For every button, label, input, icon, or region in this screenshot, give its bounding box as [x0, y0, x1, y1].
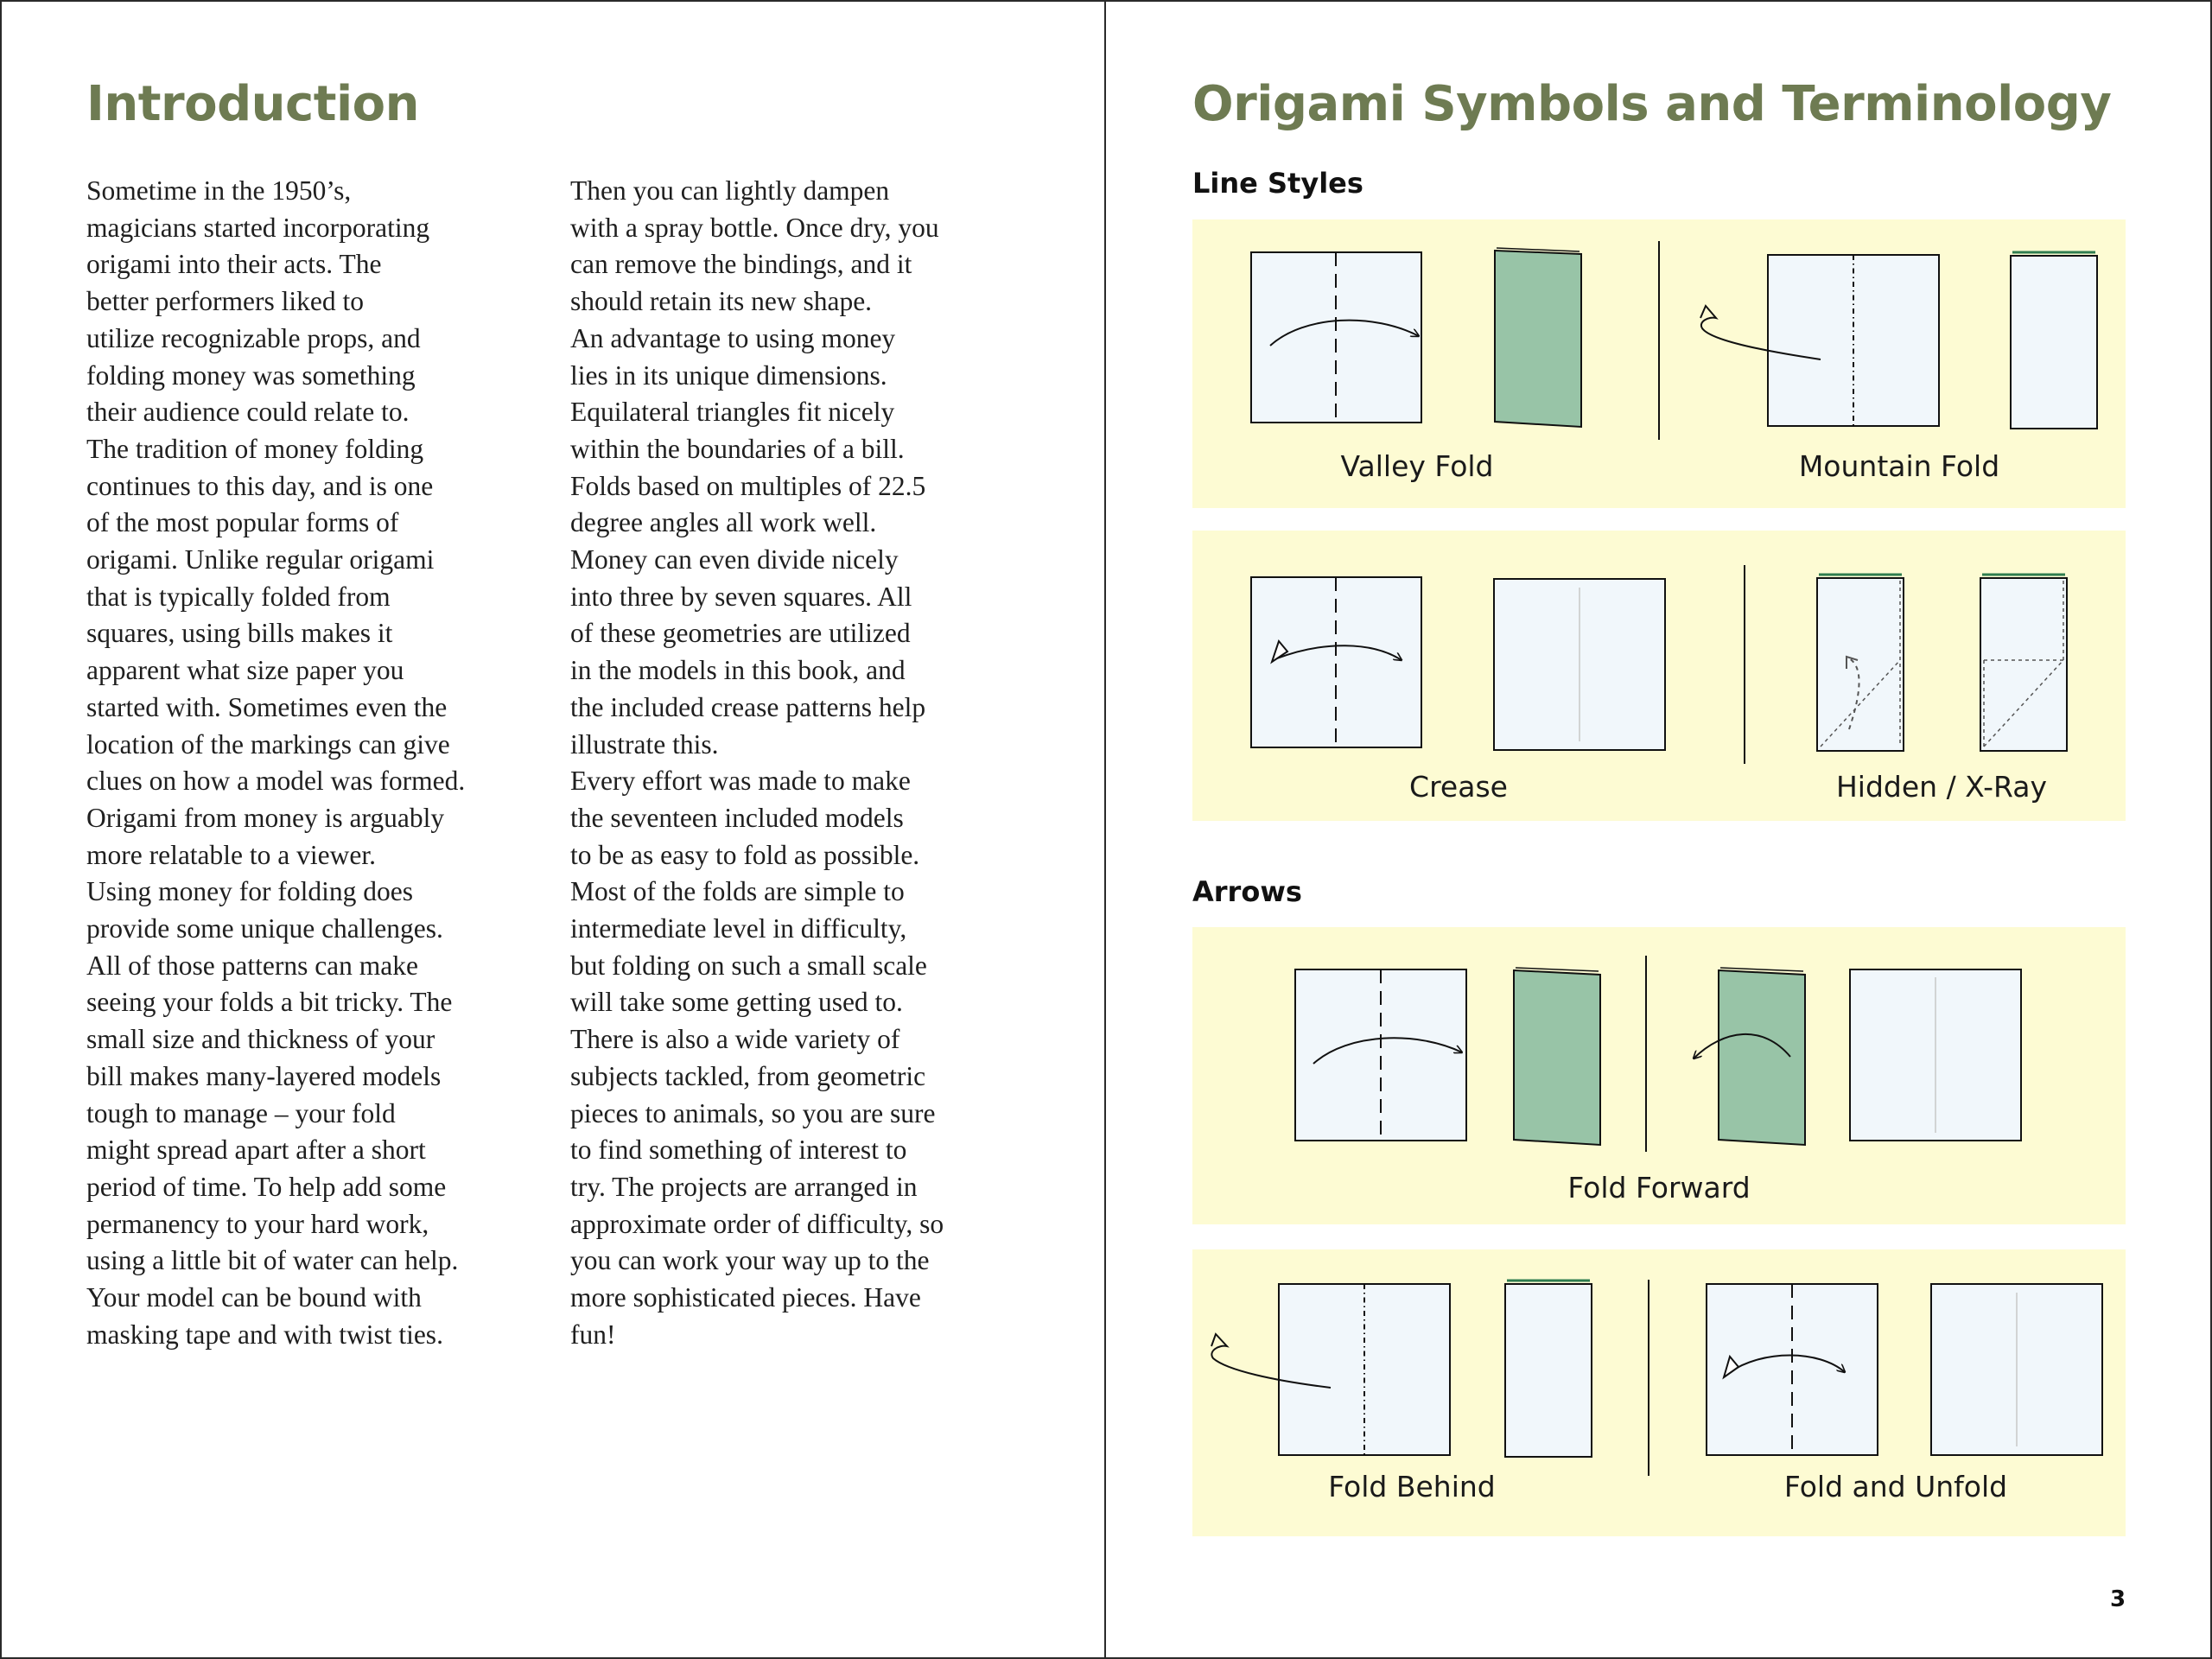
- text-line: apparent what size paper you: [86, 655, 404, 686]
- text-line: location of the markings can give: [86, 728, 450, 760]
- text-line: There is also a wide variety of: [570, 1024, 900, 1055]
- symbols-title: Origami Symbols and Terminology: [1192, 76, 2112, 132]
- panel-fold-behind-unfold: [1192, 1249, 2126, 1536]
- text-line: clues on how a model was formed.: [86, 766, 466, 797]
- label-fold-forward: Fold Forward: [1567, 1171, 1751, 1205]
- text-line: to be as easy to fold as possible.: [570, 839, 920, 870]
- label-fold-and-unfold: Fold and Unfold: [1783, 1470, 2008, 1503]
- text-line: of these geometries are utilized: [570, 618, 911, 649]
- page-number: 3: [2110, 1586, 2126, 1612]
- mountain-result: [2011, 256, 2097, 429]
- text-line: can remove the bindings, and it: [570, 249, 912, 280]
- text-line: illustrate this.: [570, 728, 719, 760]
- text-line: All of those patterns can make: [86, 950, 418, 981]
- text-line: within the boundaries of a bill.: [570, 433, 905, 464]
- text-line: the included crease patterns help: [570, 691, 926, 722]
- arrows-heading: Arrows: [1192, 875, 1302, 908]
- intro-column-2: [570, 173, 1041, 1354]
- text-line: origami into their acts. The: [86, 249, 382, 280]
- text-line: subjects tackled, from geometric: [570, 1060, 926, 1091]
- text-line: should retain its new shape.: [570, 286, 873, 317]
- valley-result: [1495, 251, 1581, 427]
- text-line: origami. Unlike regular origami: [86, 544, 435, 575]
- label-hidden-xray: Hidden / X-Ray: [1835, 770, 2048, 804]
- text-line: you can work your way up to the: [570, 1245, 930, 1276]
- forward-result-2: [1719, 970, 1805, 1145]
- text-line: An advantage to using money: [570, 322, 896, 353]
- text-line: period of time. To help add some: [86, 1171, 447, 1202]
- behind-result: [1505, 1284, 1592, 1457]
- text-line: folding money was something: [86, 359, 416, 391]
- right-page: [1192, 0, 2160, 1659]
- intro-column-1: [86, 173, 557, 1354]
- panel-valley-mountain: [1192, 219, 2126, 508]
- label-fold-behind: Fold Behind: [1328, 1470, 1496, 1503]
- text-line: Most of the folds are simple to: [570, 876, 905, 907]
- text-line: fun!: [570, 1319, 616, 1350]
- label-crease: Crease: [1409, 770, 1508, 804]
- text-line: try. The projects are arranged in: [570, 1171, 918, 1202]
- text-line: permanency to your hard work,: [86, 1208, 429, 1239]
- text-line: to find something of interest to: [570, 1135, 907, 1166]
- text-line: that is typically folded from: [86, 581, 391, 612]
- book-spine: [1104, 0, 1106, 1659]
- text-line: utilize recognizable props, and: [86, 322, 421, 353]
- text-line: with a spray bottle. Once dry, you: [570, 212, 939, 243]
- text-line: in the models in this book, and: [570, 655, 906, 686]
- label-mountain-fold: Mountain Fold: [1798, 449, 2000, 483]
- text-line: might spread apart after a short: [86, 1135, 426, 1166]
- text-line: Money can even divide nicely: [570, 544, 899, 575]
- text-line: masking tape and with twist ties.: [86, 1319, 443, 1350]
- text-line: Folds based on multiples of 22.5: [570, 470, 926, 501]
- text-line: Origami from money is arguably: [86, 802, 445, 833]
- text-line: Your model can be bound with: [86, 1282, 422, 1313]
- text-line: into three by seven squares. All: [570, 581, 912, 612]
- text-line: started with. Sometimes even the: [86, 691, 448, 722]
- text-line: bill makes many-layered models: [86, 1060, 442, 1091]
- hidden-paper-2: [1980, 578, 2067, 751]
- text-line: intermediate level in difficulty,: [570, 913, 907, 944]
- intro-title: Introduction: [86, 76, 420, 132]
- label-valley-fold: Valley Fold: [1340, 449, 1494, 483]
- text-line: more relatable to a viewer.: [86, 839, 376, 870]
- text-line: their audience could relate to.: [86, 397, 410, 428]
- left-page: [86, 0, 1037, 1659]
- panel-fold-forward: [1192, 927, 2126, 1224]
- text-line: of the most popular forms of: [86, 507, 399, 538]
- text-line: but folding on such a small scale: [570, 950, 927, 981]
- text-line: approximate order of difficulty, so: [570, 1208, 944, 1239]
- text-line: magicians started incorporating: [86, 212, 430, 243]
- text-line: Equilateral triangles fit nicely: [570, 397, 895, 428]
- text-line: Sometime in the 1950’s,: [86, 175, 352, 206]
- text-line: will take some getting used to.: [570, 987, 903, 1018]
- forward-result-1: [1514, 970, 1600, 1145]
- text-line: squares, using bills makes it: [86, 618, 393, 649]
- text-line: tough to manage – your fold: [86, 1097, 396, 1128]
- text-line: The tradition of money folding: [86, 433, 424, 464]
- text-line: lies in its unique dimensions.: [570, 359, 887, 391]
- hidden-paper-1: [1817, 578, 1904, 751]
- text-line: continues to this day, and is one: [86, 470, 434, 501]
- text-line: degree angles all work well.: [570, 507, 877, 538]
- text-line: seeing your folds a bit tricky. The: [86, 987, 453, 1018]
- text-line: Every effort was made to make: [570, 766, 911, 797]
- text-line: using a little bit of water can help.: [86, 1245, 459, 1276]
- line-styles-heading: Line Styles: [1192, 167, 1363, 200]
- text-line: more sophisticated pieces. Have: [570, 1282, 921, 1313]
- text-line: small size and thickness of your: [86, 1024, 435, 1055]
- text-line: pieces to animals, so you are sure: [570, 1097, 936, 1128]
- text-line: the seventeen included models: [570, 802, 904, 833]
- text-line: better performers liked to: [86, 286, 364, 317]
- panel-crease-hidden: [1192, 531, 2126, 821]
- text-line: Using money for folding does: [86, 876, 413, 907]
- text-line: provide some unique challenges.: [86, 913, 443, 944]
- text-line: Then you can lightly dampen: [570, 175, 890, 206]
